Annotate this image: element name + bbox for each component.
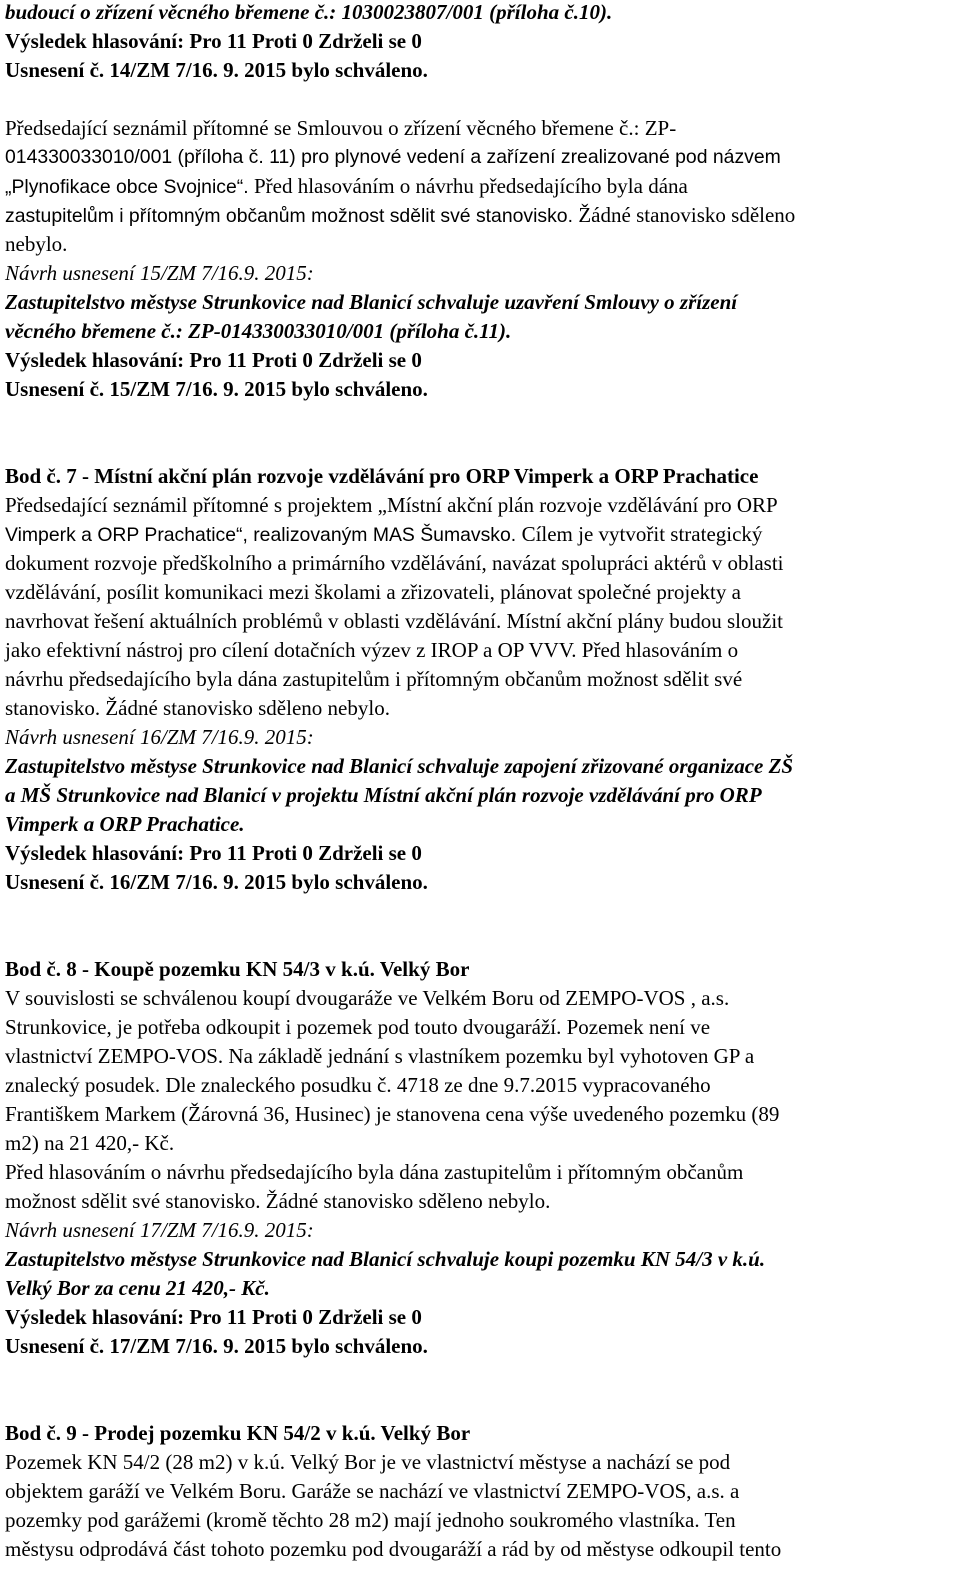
- bod8-text-5: Františkem Markem (Žárovná 36, Husinec) je stanovena cena výše uvedeného pozemku (89: [5, 1102, 780, 1126]
- intro-resolution: Usnesení č. 14/ZM 7/16. 9. 2015 bylo schváleno.: [5, 58, 428, 82]
- bod7-text-8: stanovisko. Žádné stanovisko sděleno nebylo.: [5, 696, 390, 720]
- bod8-text-3: vlastnictví ZEMPO-VOS. Na základě jednání s vlastníkem pozemku byl vyhotoven GP a: [5, 1044, 755, 1068]
- intro-line-1: budoucí o zřízení věcného břemene č.: 1030023807/001 (příloha č.10).: [5, 0, 613, 24]
- bod7-text-6: jako efektivní nástroj pro cílení dotačních výzev z IROP a OP VVV. Před hlasováním o: [5, 638, 739, 662]
- bod9-text-4: městysu odprodává část tohoto pozemku pod dvougaráží a rád by od městyse odkoupil tento: [5, 1537, 782, 1561]
- bod8-title: Bod č. 8 - Koupě pozemku KN 54/3 v k.ú. Velký Bor: [5, 957, 470, 981]
- smlouva-text-3b: Před hlasováním o návrhu předsedajícího byla dána: [253, 174, 688, 198]
- bod7-text-4: vzdělávání, posílit komunikaci mezi školami a zřizovateli, plánovat společné projekty a: [5, 580, 741, 604]
- bod7-resolution-status: Usnesení č. 16/ZM 7/16. 9. 2015 bylo schváleno.: [5, 870, 428, 894]
- bod9-title: Bod č. 9 - Prodej pozemku KN 54/2 v k.ú. Velký Bor: [5, 1421, 471, 1445]
- bod7-vote-result: Výsledek hlasování: Pro 11 Proti 0 Zdrželi se 0: [5, 841, 422, 865]
- bod8-text-6: m2) na 21 420,- Kč.: [5, 1131, 175, 1155]
- bod7-title: Bod č. 7 - Místní akční plán rozvoje vzdělávání pro ORP Vimperk a ORP Prachatice: [5, 464, 759, 488]
- intro-vote-result: Výsledek hlasování: Pro 11 Proti 0 Zdrželi se 0: [5, 29, 422, 53]
- bod7-text-2a: Vimperk a ORP Prachatice“, realizovaným MAS Šumavsko.: [5, 524, 522, 546]
- bod8-vote-result: Výsledek hlasování: Pro 11 Proti 0 Zdrželi se 0: [5, 1305, 422, 1329]
- smlouva-text-4a: zastupitelům i přítomným občanům možnost sdělit své stanovisko.: [5, 205, 579, 227]
- smlouva-resolution-status: Usnesení č. 15/ZM 7/16. 9. 2015 bylo schváleno.: [5, 377, 428, 401]
- bod9-text-1: Pozemek KN 54/2 (28 m2) v k.ú. Velký Bor je ve vlastnictví městyse a nachází se pod: [5, 1450, 731, 1474]
- smlouva-text-5: nebylo.: [5, 232, 68, 256]
- smlouva-text-4: [5, 201, 795, 231]
- bod8-resolution-status: Usnesení č. 17/ZM 7/16. 9. 2015 bylo schváleno.: [5, 1334, 428, 1358]
- bod8-text-2: Strunkovice, je potřeba odkoupit i pozemek pod touto dvougaráží. Pozemek není ve: [5, 1015, 711, 1039]
- bod7-resolution-3: Vimperk a ORP Prachatice.: [5, 812, 245, 836]
- smlouva-resolution-2: věcného břemene č.: ZP-014330033010/001 (příloha č.11).: [5, 319, 512, 343]
- bod8-text-1: V souvislosti se schválenou koupí dvougaráže ve Velkém Boru od ZEMPO-VOS , a.s.: [5, 986, 730, 1010]
- smlouva-text-1: Předsedající seznámil přítomné se Smlouvou o zřízení věcného břemene č.: ZP-: [5, 116, 677, 140]
- smlouva-text-3a: „Plynofikace obce Svojnice“.: [5, 176, 254, 198]
- smlouva-resolution-1: Zastupitelstvo městyse Strunkovice nad Blanicí schvaluje uzavření Smlouvy o zřízení: [5, 290, 738, 314]
- bod7-text-2: [5, 520, 762, 550]
- bod7-resolution-1: Zastupitelstvo městyse Strunkovice nad Blanicí schvaluje zapojení zřizované organizace ZŠ: [5, 754, 794, 778]
- bod8-text-8: možnost sdělit své stanovisko. Žádné stanovisko sděleno nebylo.: [5, 1189, 551, 1213]
- bod7-text-3: dokument rozvoje předškolního a primárního vzdělávání, navázat spolupráci aktérů v oblasti: [5, 551, 784, 575]
- smlouva-text-3: [5, 172, 688, 202]
- bod7-text-7: návrhu předsedajícího byla dána zastupitelům i přítomným občanům možnost sdělit své: [5, 667, 743, 691]
- bod8-proposal-heading: Návrh usnesení 17/ZM 7/16.9. 2015:: [5, 1218, 314, 1242]
- bod8-text-7: Před hlasováním o návrhu předsedajícího byla dána zastupitelům i přítomným občanům: [5, 1160, 744, 1184]
- bod7-proposal-heading: Návrh usnesení 16/ZM 7/16.9. 2015:: [5, 725, 314, 749]
- smlouva-text-4b: Žádné stanovisko sděleno: [578, 203, 796, 227]
- bod7-text-2b: Cílem je vytvořit strategický: [521, 522, 763, 546]
- bod7-text-1: Předsedající seznámil přítomné s projektem „Místní akční plán rozvoje vzdělávání pro ORP: [5, 493, 778, 517]
- bod8-resolution-1: Zastupitelstvo městyse Strunkovice nad Blanicí schvaluje koupi pozemku KN 54/3 v k.ú.: [5, 1247, 766, 1271]
- smlouva-vote-result: Výsledek hlasování: Pro 11 Proti 0 Zdrželi se 0: [5, 348, 422, 372]
- bod9-text-3: pozemky pod garážemi (kromě těchto 28 m2) mají jednoho soukromého vlastníka. Ten: [5, 1508, 736, 1532]
- bod7-text-5: navrhovat řešení aktuálních problémů v oblasti vzdělávání. Místní akční plány budou sloužit: [5, 609, 783, 633]
- smlouva-proposal-heading: Návrh usnesení 15/ZM 7/16.9. 2015:: [5, 261, 314, 285]
- bod7-resolution-2: a MŠ Strunkovice nad Blanicí v projektu Místní akční plán rozvoje vzdělávání pro ORP: [5, 783, 762, 807]
- bod8-text-4: znalecký posudek. Dle znaleckého posudku č. 4718 ze dne 9.7.2015 vypracovaného: [5, 1073, 711, 1097]
- smlouva-text-2: 014330033010/001 (příloha č. 11) pro plynové vedení a zařízení zrealizované pod názvem: [5, 146, 781, 168]
- bod8-resolution-2: Velký Bor za cenu 21 420,- Kč.: [5, 1276, 270, 1300]
- bod9-text-2: objektem garáží ve Velkém Boru. Garáže se nachází ve vlastnictví ZEMPO-VOS, a.s. a: [5, 1479, 740, 1503]
